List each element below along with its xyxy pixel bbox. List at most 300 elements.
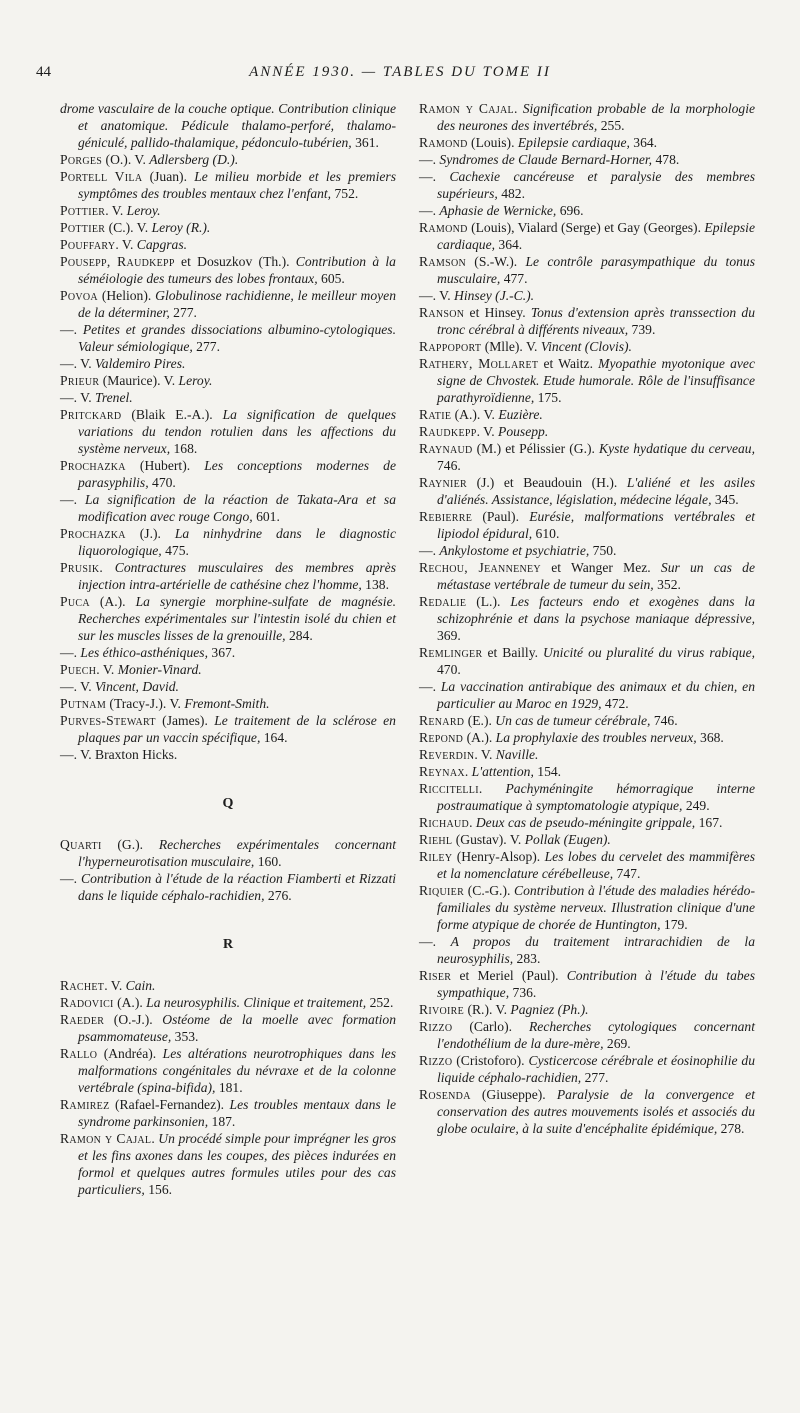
entry-page-ref: 154.	[533, 764, 562, 779]
entry-author: Raudkepp	[419, 424, 477, 439]
entry-title: drome vasculaire de la couche optique. Contribution clinique et anatomique. Pédicule thalamo-perforé, thalamo-géniculé, pallido-thalamique, pédonculo-tubérien,	[60, 101, 396, 150]
entry-title: Ankylostome et psychiatrie,	[439, 543, 590, 558]
entry-author: Puca	[60, 594, 90, 609]
running-title: ANNÉE 1930. — TABLES DU TOME II	[249, 64, 551, 80]
entry-title: Contribution à l'étude de la réaction Fiamberti et Rizzati dans le liquide céphalo-rachidien,	[78, 871, 397, 903]
entry-author: Raeder	[60, 1012, 105, 1027]
entry-connector: —.	[60, 645, 81, 660]
entry-title: Les altérations neurotrophiques dans les malformations congénitales du névraxe et de la colonne vertébrale (spina-bifida),	[78, 1046, 396, 1095]
index-entry	[419, 304, 755, 338]
entry-connector: .	[99, 560, 115, 575]
index-entry	[419, 134, 755, 151]
entry-title: Tonus d'extension après transsection du tronc cérébral à différents niveaux,	[437, 305, 755, 337]
entry-title: Petites et grandes dissociations albumino-cytologiques. Valeur sémiologique,	[78, 322, 396, 354]
entry-connector: (J.) et Beaudouin (H.).	[467, 475, 627, 490]
entry-connector: .	[464, 764, 472, 779]
entry-title: Vincent (Clovis).	[540, 339, 632, 354]
entry-connector: (Louis).	[467, 135, 518, 150]
entry-title: Syndromes de Claude Bernard-Horner,	[439, 152, 653, 167]
index-entry	[419, 202, 755, 219]
entry-connector: —.	[60, 322, 83, 337]
entry-connector: (Helion).	[97, 288, 156, 303]
entry-author: Rebierre	[419, 509, 473, 524]
entries-q-list	[60, 836, 396, 904]
index-entry	[60, 1045, 396, 1096]
entry-connector: (G.).	[101, 837, 159, 852]
entry-connector: . V.	[104, 978, 126, 993]
entry-connector: . V.	[474, 747, 496, 762]
index-entry	[60, 661, 396, 678]
entry-connector: (Cristoforo).	[452, 1053, 529, 1068]
index-entry	[419, 559, 755, 593]
entry-connector: —.	[419, 543, 440, 558]
index-entry	[419, 440, 755, 474]
index-entry	[419, 423, 755, 440]
entry-connector: (C.). V.	[105, 220, 152, 235]
entry-title: Cain.	[125, 978, 156, 993]
entry-page-ref: 477.	[500, 271, 528, 286]
section-heading-q: Q	[222, 796, 234, 811]
entry-connector: (L.).	[466, 594, 511, 609]
entry-connector: (A.).	[113, 995, 147, 1010]
entry-author: Pritckard	[60, 407, 122, 422]
index-entry	[60, 372, 396, 389]
index-entry	[419, 355, 755, 406]
entry-title: Pousepp.	[498, 424, 549, 439]
entry-author: Pouffary	[60, 237, 116, 252]
entry-title: La signification de quelques variations du tendon rotulien dans les affections du système nerveux,	[78, 407, 396, 456]
entry-connector: . V.	[115, 237, 137, 252]
entry-connector: —.	[419, 169, 450, 184]
index-entry	[419, 848, 755, 882]
entry-title: Valdemiro Pires.	[95, 356, 186, 371]
entry-connector: (Tracy-J.). V.	[106, 696, 185, 711]
entry-author: Rivoire	[419, 1002, 465, 1017]
entry-title: Capgras.	[136, 237, 188, 252]
entry-title: Le contrôle parasympathique du tonus musculaire,	[437, 254, 755, 286]
entry-title: La synergie morphine-sulfate de magnésie. Recherches expérimentales sur l'intestin isolé du chien et sur les muscles lisses de la grenouille,	[78, 594, 396, 643]
entry-author: Rallo	[60, 1046, 98, 1061]
entry-connector: (M.) et Pélissier (G.).	[472, 441, 599, 456]
index-entry	[60, 836, 396, 870]
entry-author: Richaud	[419, 815, 470, 830]
entry-connector: (Hubert).	[125, 458, 205, 473]
entry-connector: —. V.	[60, 356, 96, 371]
entry-page-ref: 156.	[144, 1182, 173, 1197]
index-entry	[60, 321, 396, 355]
entry-title: Cysticercose cérébrale et éosinophilie du liquide céphalo-rachidien,	[437, 1053, 756, 1085]
entry-author: Prochazka	[60, 526, 126, 541]
entry-connector: et Meriel (Paul).	[451, 968, 567, 983]
entry-connector: (Gustav). V.	[452, 832, 525, 847]
entry-connector: (Blaik E.-A.).	[121, 407, 223, 422]
section-heading-r: R	[222, 937, 234, 952]
entry-connector: (O.-J.).	[104, 1012, 163, 1027]
entry-page-ref: 167.	[695, 815, 723, 830]
entry-page-ref: 750.	[589, 543, 617, 558]
entry-author: Reverdin	[419, 747, 475, 762]
entry-page-ref: 367.	[208, 645, 236, 660]
index-entry	[60, 678, 396, 695]
index-entry	[419, 1018, 755, 1052]
left-column	[60, 100, 396, 1198]
entry-title: La ninhydrine dans le diagnostic liquorologique,	[78, 526, 396, 558]
entry-author: Prieur	[60, 373, 100, 388]
index-entry	[419, 967, 755, 1001]
entry-author: Quarti	[60, 837, 102, 852]
entry-title: A propos du traitement intrarachidien de la neurosyphilis,	[437, 934, 756, 966]
entry-author: Reynax	[419, 764, 465, 779]
entry-page-ref: 269.	[603, 1036, 631, 1051]
index-entry	[419, 746, 755, 763]
entry-author: Raynier	[419, 475, 468, 490]
index-entry	[419, 882, 755, 933]
index-entry	[60, 491, 396, 525]
entry-page-ref: 277.	[581, 1070, 609, 1085]
entry-title: La prophylaxie des troubles nerveux,	[495, 730, 697, 745]
entry-author: Repond	[419, 730, 464, 745]
entry-author: Rathery, Mollaret	[419, 356, 539, 371]
entry-page-ref: 482.	[497, 186, 525, 201]
entry-author: Remlinger	[419, 645, 483, 660]
entries-p-list	[60, 100, 396, 763]
entry-author: Prusik	[60, 560, 100, 575]
entry-author: Povoa	[60, 288, 98, 303]
entry-connector: (A.).	[463, 730, 496, 745]
entry-author: Prochazka	[60, 458, 126, 473]
entry-page-ref: 364.	[629, 135, 658, 150]
index-entry	[419, 508, 755, 542]
entry-connector: —. V. Braxton Hicks.	[60, 747, 178, 762]
entry-connector: —. V.	[60, 679, 96, 694]
entry-author: Rizzo	[419, 1053, 453, 1068]
entry-author: Riquier	[419, 883, 465, 898]
index-entry	[60, 389, 396, 406]
entry-connector: .	[469, 815, 476, 830]
entry-connector: et Bailly.	[482, 645, 544, 660]
entry-author: Ramond	[419, 220, 468, 235]
entry-page-ref: 181.	[215, 1080, 243, 1095]
entry-title: Euzière.	[498, 407, 543, 422]
index-entry	[60, 977, 396, 994]
entry-connector: . V.	[476, 424, 499, 439]
entry-author: Porges	[60, 152, 103, 167]
entry-page-ref: 138.	[361, 577, 389, 592]
entry-page-ref: 249.	[682, 798, 710, 813]
entry-title: Epilepsie cardiaque,	[437, 220, 755, 252]
entry-title: Les lobes du cervelet des mammifères et la nomenclature cérébelleuse,	[437, 849, 755, 881]
index-entry	[60, 994, 396, 1011]
index-entry	[419, 712, 755, 729]
entry-title: Hinsey (J.-C.).	[454, 288, 535, 303]
entry-title: Naville.	[495, 747, 539, 762]
index-entry	[60, 406, 396, 457]
entry-connector: —.	[60, 492, 85, 507]
entry-author: Ramirez	[60, 1097, 110, 1112]
entry-page-ref: 610.	[532, 526, 560, 541]
index-entry	[60, 695, 396, 712]
entry-author: Rizzo	[419, 1019, 453, 1034]
entry-page-ref: 345.	[711, 492, 739, 507]
right-column	[419, 100, 755, 1137]
entry-title: Le traitement de la sclérose en plaques par un vaccin spécifique,	[78, 713, 396, 745]
entry-title: Recherches cytologiques concernant l'endothélium de la dure-mère,	[437, 1019, 755, 1051]
entry-author: Pousepp, Raudkepp	[60, 254, 175, 269]
entry-page-ref: 175.	[534, 390, 562, 405]
entry-connector: (Andréa).	[97, 1046, 163, 1061]
entry-connector: —.	[419, 152, 440, 167]
entry-page-ref: 739.	[628, 322, 656, 337]
entry-title: Cachexie cancéreuse et paralysie des membres supérieurs,	[437, 169, 756, 201]
entry-author: Rappoport	[419, 339, 482, 354]
entry-connector: (R.). V.	[464, 1002, 511, 1017]
index-entry	[419, 542, 755, 559]
index-entry	[419, 406, 755, 423]
entry-author: Ranson	[419, 305, 465, 320]
entry-title: Les éthico-asthéniques,	[80, 645, 208, 660]
index-entry	[60, 1130, 396, 1198]
entry-title: Signification probable de la morphologie des neurones des invertébrés,	[437, 101, 756, 133]
entry-title: L'attention,	[471, 764, 534, 779]
index-entry	[419, 780, 755, 814]
entry-title: Pagniez (Ph.).	[510, 1002, 589, 1017]
index-entry	[419, 678, 755, 712]
index-entry	[60, 559, 396, 593]
entry-page-ref: 472.	[601, 696, 629, 711]
entry-connector: (O.). V.	[102, 152, 150, 167]
entry-title: Leroy.	[126, 203, 161, 218]
entry-author: Putnam	[60, 696, 107, 711]
entry-page-ref: 252.	[366, 995, 394, 1010]
entry-title: Unicité ou pluralité du virus rabique,	[543, 645, 756, 660]
entry-author: Raynaud	[419, 441, 473, 456]
entry-page-ref: 276.	[264, 888, 292, 903]
entry-page-ref: 696.	[556, 203, 584, 218]
entry-connector: (Maurice). V.	[99, 373, 179, 388]
index-entry	[419, 151, 755, 168]
entry-page-ref: 746.	[437, 458, 461, 473]
entry-connector: et Waitz.	[538, 356, 599, 371]
entry-title: Eurésie, malformations vertébrales et lipiodol épidural,	[437, 509, 756, 541]
entry-title: Deux cas de pseudo-méningite grippale,	[475, 815, 696, 830]
index-entry	[419, 1052, 755, 1086]
index-entry	[60, 712, 396, 746]
entry-title: Epilepsie cardiaque,	[517, 135, 630, 150]
index-entry	[60, 593, 396, 644]
entry-page-ref: 736.	[509, 985, 537, 1000]
entry-connector: (James).	[155, 713, 215, 728]
entry-title: La signification de la réaction de Takata-Ara et sa modification avec rouge Congo,	[78, 492, 397, 524]
entry-title: Monier-Vinard.	[117, 662, 202, 677]
entry-title: Pachyméningite hémorragique interne postraumatique à symptomatologie atypique,	[437, 781, 755, 813]
entry-title: Globulinose rachidienne, le meilleur moyen de la déterminer,	[78, 288, 397, 320]
entries-r-list	[60, 977, 396, 1198]
index-entry	[60, 151, 396, 168]
index-entry	[60, 287, 396, 321]
entry-title: Les conceptions modernes de parasyphilis,	[78, 458, 396, 490]
page-number: 44	[36, 64, 51, 80]
entry-page-ref: 353.	[171, 1029, 199, 1044]
entry-page-ref: 283.	[513, 951, 541, 966]
entry-page-ref: 179.	[660, 917, 688, 932]
index-entry	[419, 644, 755, 678]
entry-title: Aphasie de Wernicke,	[439, 203, 557, 218]
entry-author: Rechou, Jeanneney	[419, 560, 541, 575]
index-entry	[60, 746, 396, 763]
entry-connector: . V.	[96, 662, 118, 677]
entry-connector: (J.).	[125, 526, 175, 541]
entry-connector: .	[151, 1131, 159, 1146]
entry-author: Rosenda	[419, 1087, 471, 1102]
entry-connector: (A.). V.	[451, 407, 499, 422]
index-entry	[419, 168, 755, 202]
entry-page-ref: 478.	[652, 152, 680, 167]
index-entry	[60, 525, 396, 559]
entry-author: Ratie	[419, 407, 452, 422]
entry-page-ref: 284.	[285, 628, 313, 643]
entry-title: Un cas de tumeur cérébrale,	[495, 713, 651, 728]
entry-author: Ramon y Cajal	[419, 101, 514, 116]
entry-page-ref: 605.	[317, 271, 345, 286]
entry-title: Contribution à l'étude des maladies hérédo-familiales du système nerveux. Illustration clinique d'une forme atypique de chorée de Huntington,	[437, 883, 755, 932]
entry-title: Recherches expérimentales concernant l'hyperneurotisation musculaire,	[78, 837, 396, 869]
entry-author: Radovici	[60, 995, 114, 1010]
entry-connector: —.	[419, 203, 440, 218]
entry-author: Riccitelli	[419, 781, 479, 796]
entry-connector: . V.	[105, 203, 127, 218]
index-entry	[60, 168, 396, 202]
entry-connector: .	[478, 781, 506, 796]
entry-author: Riley	[419, 849, 453, 864]
entry-author: Portell Vila	[60, 169, 143, 184]
entry-page-ref: 277.	[169, 305, 197, 320]
entry-page-ref: 369.	[437, 628, 461, 643]
entry-title: Les facteurs endo et exogènes dans la schizophrénie et dans la psychose maniaque dépressive,	[437, 594, 756, 626]
entry-title: Contribution à l'étude du tabes sympathique,	[437, 968, 755, 1000]
entry-page-ref: 278.	[717, 1121, 745, 1136]
entry-page-ref: 255.	[597, 118, 625, 133]
entry-page-ref: 361.	[351, 135, 379, 150]
entry-page-ref: 601.	[252, 509, 280, 524]
entry-page-ref: 746.	[650, 713, 678, 728]
entry-connector: —.	[419, 679, 441, 694]
index-entry	[419, 933, 755, 967]
entry-connector: (Rafael-Fernandez).	[109, 1097, 230, 1112]
entry-page-ref: 475.	[161, 543, 189, 558]
entry-title: Leroy (R.).	[151, 220, 211, 235]
entry-author: Pottier	[60, 220, 106, 235]
entry-connector: —. V.	[419, 288, 455, 303]
index-entry	[60, 644, 396, 661]
entry-connector: (Juan).	[142, 169, 195, 184]
index-entry	[419, 219, 755, 253]
index-entry	[419, 338, 755, 355]
index-entry	[60, 202, 396, 219]
index-entry	[419, 729, 755, 746]
entry-author: Riser	[419, 968, 452, 983]
entry-connector: (Paul).	[472, 509, 530, 524]
index-entry	[60, 870, 396, 904]
entry-connector: (Carlo).	[452, 1019, 529, 1034]
entry-title: Sur un cas de métastase vertébrale de tumeur du sein,	[437, 560, 756, 592]
entry-title: Contractures musculaires des membres après injection intra-artérielle de cathésine chez l'homme,	[78, 560, 396, 592]
entry-page-ref: 470.	[148, 475, 176, 490]
entry-author: Renard	[419, 713, 465, 728]
index-entry	[60, 219, 396, 236]
entry-title: Fremont-Smith.	[184, 696, 270, 711]
entry-connector: (A.).	[89, 594, 136, 609]
entry-page-ref: 168.	[170, 441, 198, 456]
entry-title: Kyste hydatique du cerveau,	[599, 441, 756, 456]
entry-title: Paralysie de la convergence et conservation des autres mouvements isolés et associés du globe oculaire, à la suite d'encéphalite épidémique,	[437, 1087, 755, 1136]
index-entry	[419, 1001, 755, 1018]
entry-author: Ramson	[419, 254, 466, 269]
entry-connector: (Mlle). V.	[481, 339, 541, 354]
entry-title: Contribution à la séméiologie des tumeurs des lobes frontaux,	[78, 254, 396, 286]
entry-title: Trenel.	[95, 390, 133, 405]
index-entry	[419, 100, 755, 134]
entry-author: Riehl	[419, 832, 453, 847]
entry-page-ref: 368.	[696, 730, 724, 745]
entry-author: Ramond	[419, 135, 468, 150]
entry-connector: —. V.	[60, 390, 96, 405]
entry-title: L'aliéné et les asiles d'aliénés. Assistance, législation, médecine légale,	[437, 475, 755, 507]
entry-connector: et Wanger Mez.	[540, 560, 661, 575]
entry-title: Leroy.	[178, 373, 213, 388]
entry-connector: (Henry-Alsop).	[452, 849, 545, 864]
entry-page-ref: 747.	[613, 866, 641, 881]
entry-page-ref: 752.	[331, 186, 359, 201]
index-entry	[419, 593, 755, 644]
entry-page-ref: 160.	[254, 854, 282, 869]
index-entry	[60, 100, 396, 151]
entry-connector: (E.).	[464, 713, 496, 728]
index-entry	[419, 763, 755, 780]
entry-page-ref: 470.	[437, 662, 461, 677]
index-entry	[419, 814, 755, 831]
entry-author: Ramon y Cajal	[60, 1131, 152, 1146]
entry-connector: et Hinsey.	[464, 305, 531, 320]
entry-title: Le milieu morbide et les premiers symptômes des troubles mentaux chez l'enfant,	[78, 169, 396, 201]
entry-title: Vincent, David.	[95, 679, 179, 694]
entry-author: Redalie	[419, 594, 467, 609]
index-entry	[419, 474, 755, 508]
entry-title: La neurosyphilis. Clinique et traitement,	[146, 995, 367, 1010]
entry-connector: (Giuseppe).	[470, 1087, 557, 1102]
entry-connector: et Dosuzkov (Th.).	[174, 254, 296, 269]
index-entry	[60, 1096, 396, 1130]
entry-title: La vaccination antirabique des animaux et du chien, en particulier au Maroc en 1929,	[437, 679, 755, 711]
entry-title: Un procédé simple pour imprégner les gros et les fins axones dans les coupes, des pièces indurées en formol et quelques autres formules utiles pour des cas particuliers,	[78, 1131, 397, 1197]
index-entry	[419, 1086, 755, 1137]
entry-connector: (S.-W.).	[466, 254, 526, 269]
entry-author: Pottier	[60, 203, 106, 218]
index-entry	[419, 831, 755, 848]
entry-title: Les troubles mentaux dans le syndrome parkinsonien,	[78, 1097, 396, 1129]
entry-page-ref: 187.	[208, 1114, 236, 1129]
entry-connector: —.	[60, 871, 81, 886]
entry-author: Puech	[60, 662, 97, 677]
index-entry	[60, 236, 396, 253]
entry-page-ref: 164.	[260, 730, 288, 745]
entry-author: Rachet	[60, 978, 105, 993]
entry-connector: —.	[419, 934, 451, 949]
entry-page-ref: 364.	[495, 237, 523, 252]
index-entry	[60, 253, 396, 287]
index-entry	[419, 287, 755, 304]
entry-title: Pollak (Eugen).	[524, 832, 611, 847]
entries-right-list	[419, 100, 755, 1137]
